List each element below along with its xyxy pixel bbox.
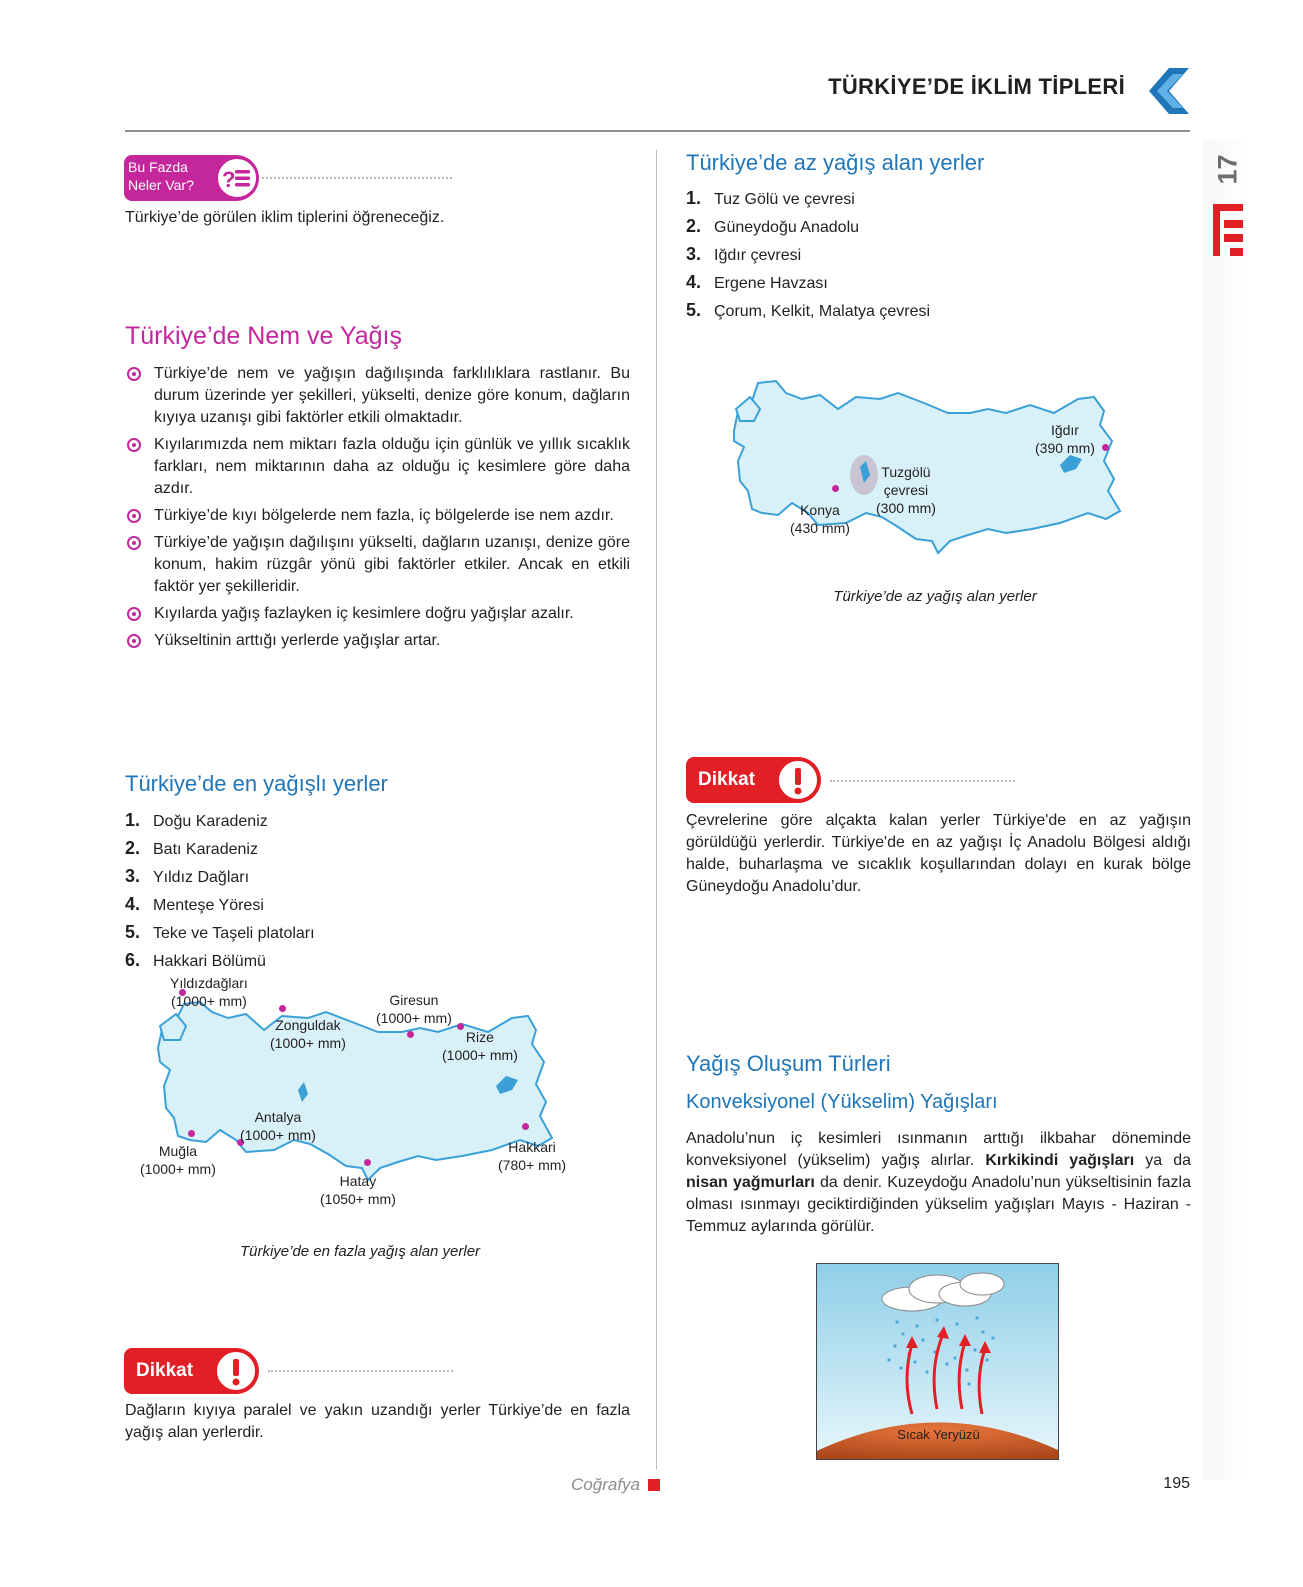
olusum-title: Yağış Oluşum Türleri: [686, 1051, 891, 1076]
list-item: 1. Doğu Karadeniz: [125, 810, 268, 830]
nem-bullet-list: [125, 363, 630, 657]
map-az-yagis: [720, 375, 1150, 575]
page-number: 195: [1163, 1475, 1190, 1492]
bullet-icon: [127, 536, 141, 550]
list-item: 4. Ergene Havzası: [686, 272, 828, 292]
map-pin: [279, 1005, 286, 1012]
list-item: 2. Güneydoğu Anadolu: [686, 216, 860, 236]
list-item: 3. Iğdır çevresi: [686, 244, 802, 264]
question-list-icon: [218, 159, 256, 197]
column-divider: [656, 150, 657, 1470]
list-item: Türkiye’de nem ve yağışın dağılışında farklılıklara rastlanır. Bu durum üzerinde yer şekilleri, yükselti, denize göre konum, dağların kıyıya uzanışı gibi faktörler etkili olmaktadır.: [125, 363, 630, 429]
list-item: 3. Yıldız Dağları: [125, 866, 250, 886]
map-en-yagisli: [140, 975, 580, 1220]
en-yagisli-list: [125, 806, 315, 974]
svg-text:?: ?: [222, 167, 236, 192]
bullet-icon: [127, 607, 141, 621]
footer-brand: Coğrafya: [571, 1475, 640, 1494]
map-caption-dry: Türkiye’de az yağış alan yerler: [833, 588, 1037, 605]
az-yagis-list: [686, 184, 930, 324]
fasikul-number: 17: [1212, 154, 1243, 185]
bullet-icon: [127, 509, 141, 523]
olusum-subtitle: Konveksiyonel (Yükselim) Yağışları: [686, 1091, 998, 1113]
map-label-hatay: Hatay (1050+ mm): [320, 1173, 396, 1207]
header-divider: [125, 130, 1190, 132]
list-item: 6. Hakkari Bölümü: [125, 950, 266, 970]
map-label-mugla: Muğla (1000+ mm): [140, 1143, 216, 1177]
en-yagisli-title: Türkiye’de en yağışlı yerler: [125, 771, 388, 796]
dikkat-label: Dikkat: [698, 769, 756, 790]
list-item: Kıyılarda yağış fazlayken iç kesimlere doğru yağışlar azalır.: [125, 603, 630, 625]
map-pin: [522, 1123, 529, 1130]
dotted-leader: [268, 1370, 453, 1372]
nem-title: Türkiye’de Nem ve Yağış: [125, 322, 402, 350]
az-yagis-title: Türkiye’de az yağış alan yerler: [686, 150, 985, 175]
list-item: Türkiye’de kıyı bölgelerde nem fazla, iç bölgelerde ise nem azdır.: [125, 505, 630, 527]
list-item: Kıyılarımızda nem miktarı fazla olduğu için günlük ve yıllık sıcaklık farkları, nem miktarının daha az olduğu iç kesimlere göre daha azdır.: [125, 434, 630, 500]
map-label-igdir: Iğdır (390 mm): [1035, 422, 1095, 456]
map-label-zonguldak: Zonguldak (1000+ mm): [270, 1017, 346, 1051]
intro-text: Türkiye’de görülen iklim tiplerini öğreneceğiz.: [125, 209, 445, 226]
side-strip: [1203, 140, 1249, 1480]
map-label-yildizdaglari: Yıldızdağları (1000+ mm): [170, 975, 248, 1009]
list-item: 5. Çorum, Kelkit, Malatya çevresi: [686, 300, 931, 320]
dikkat-label: Dikkat: [136, 1360, 194, 1381]
map-label-giresun: Giresun (1000+ mm): [376, 992, 452, 1026]
map-pin: [364, 1159, 371, 1166]
convection-diagram: [816, 1263, 1059, 1460]
bullet-icon: [127, 367, 141, 381]
map-pin: [188, 1130, 195, 1137]
exclamation-icon: [779, 761, 817, 799]
dotted-leader: [830, 780, 1015, 782]
map-label-rize: Rize (1000+ mm): [442, 1029, 518, 1063]
map-pin: [1102, 444, 1109, 451]
map-label-antalya: Antalya (1000+ mm): [240, 1109, 316, 1143]
map-caption-wet: Türkiye’de en fazla yağış alan yerler: [239, 1243, 481, 1260]
exclamation-icon: [217, 1352, 255, 1390]
chevron-left-icon: [1147, 66, 1191, 116]
badge-line-1: Bu Fazda: [128, 159, 188, 175]
map-label-konya: Konya (430 mm): [790, 502, 850, 536]
olusum-paragraph: Anadolu’nun iç kesimleri ısınmanın arttığı ilkbahar döneminde konveksiyonel (yükselim) yağış alırlar. Kırkikindi yağışları ya da nisan yağmurları da denir. Kuzeydoğu Anadolu’nun yükseltisinin fazla olması ısınmayı geciktirdiğinden yükselim yağışları Mayıs - Haziran - Temmuz aylarında görülür.: [686, 1130, 1192, 1235]
list-item: 4. Menteşe Yöresi: [125, 894, 264, 914]
bullet-icon: [127, 438, 141, 452]
map-pin: [832, 485, 839, 492]
map-label-tuzgolu: Tuzgölü çevresi (300 mm): [876, 464, 936, 516]
bullet-icon: [127, 634, 141, 648]
dikkat-left-text: Dağların kıyıya paralel ve yakın uzandığı yerler Türkiye’de en fazla yağış alan yerlerdir.: [125, 1402, 630, 1441]
list-item: Türkiye’de yağışın dağılışını yükselti, dağların uzanışı, denize göre konum, hakim rüzgâr yönü gibi faktörler etkiler. Ancak en etkili faktör yer şekilleridir.: [125, 532, 630, 598]
badge-line-2: Neler Var?: [128, 177, 194, 193]
list-item: 1. Tuz Gölü ve çevresi: [686, 188, 855, 208]
list-item: Yükseltinin arttığı yerlerde yağışlar artar.: [125, 630, 630, 652]
side-tab-logo-icon: [1210, 202, 1246, 258]
footer-square: [648, 1479, 660, 1491]
dikkat-right-text: Çevrelerine göre alçakta kalan yerler Türkiye'de en az yağışın görüldüğü yerlerdir. Türkiye'de en az yağışı İç Anadolu Bölgesi aldığı halde, buharlaşma ve sıcaklık koşullarından dolayı en kurak bölge Güneydoğu Anadolu’dur.: [686, 812, 1191, 895]
map-label-hakkari: Hakkari (780+ mm): [498, 1139, 567, 1173]
header-title: TÜRKİYE’DE İKLİM TİPLERİ: [828, 74, 1125, 99]
list-item: 2. Batı Karadeniz: [125, 838, 258, 858]
list-item: 5. Teke ve Taşeli platoları: [125, 922, 315, 942]
dotted-leader: [262, 177, 452, 179]
diagram-label: Sıcak Yeryüzü: [897, 1427, 980, 1442]
map-pin: [407, 1031, 414, 1038]
side-tab: [1200, 150, 1250, 260]
